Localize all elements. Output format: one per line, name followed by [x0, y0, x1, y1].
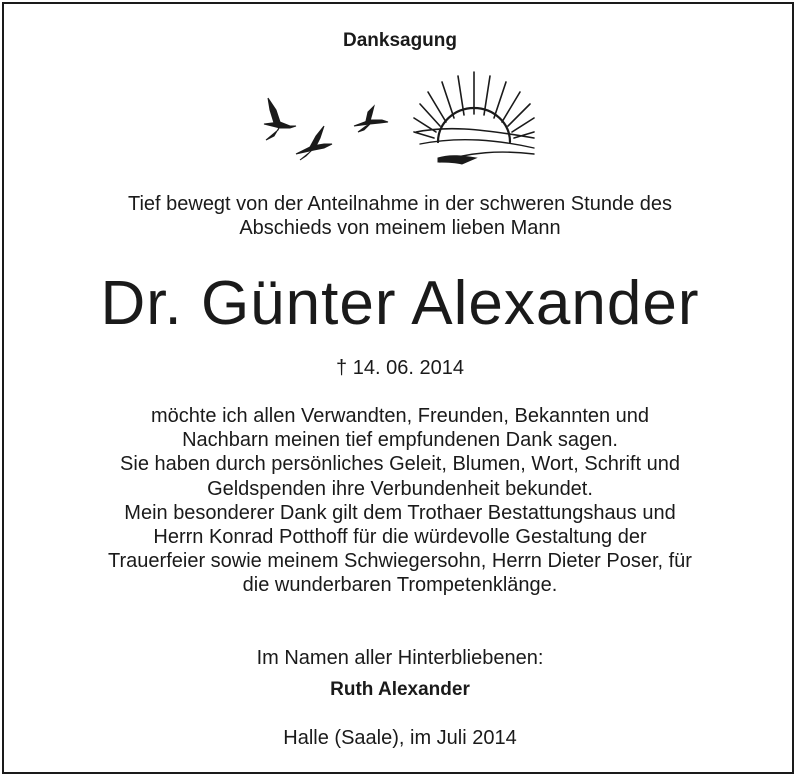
signer-name: Ruth Alexander	[330, 679, 470, 700]
body-line: Sie haben durch persönliches Geleit, Blumen, Wort, Schrift und	[120, 453, 680, 476]
notice-heading: Danksagung	[342, 30, 458, 51]
body-line: Geldspenden ihre Verbundenheit bekundet.	[207, 477, 593, 500]
body-line: möchte ich allen Verwandten, Freunden, Bekannten und	[150, 405, 650, 427]
deceased-name: Dr. Günter Alexander	[100, 269, 700, 338]
body-line: Herrn Konrad Potthoff für die würdevolle Gestaltung der	[153, 526, 647, 549]
flying-birds-icon	[264, 98, 388, 160]
birds-and-sun-illustration	[250, 66, 540, 170]
body-line: Trauerfeier sowie meinem Schwiegersohn, Herrn Dieter Poser, für	[108, 550, 692, 573]
death-date: † 14. 06. 2014	[336, 357, 464, 379]
intro-text	[0, 192, 800, 240]
body-line: Nachbarn meinen tief empfundenen Dank sagen.	[182, 429, 618, 452]
signature-intro: Im Namen aller Hinterbliebenen:	[256, 647, 544, 669]
intro-line: Tief bewegt von der Anteilnahme in der schweren Stunde des	[127, 193, 673, 215]
thanks-body-text	[0, 404, 800, 598]
body-line: die wunderbaren Trompetenklänge.	[242, 574, 558, 597]
body-line: Mein besonderer Dank gilt dem Trothaer Bestattungshaus und	[124, 501, 676, 524]
rising-sun-icon	[414, 72, 534, 164]
intro-line: Abschieds von meinem lieben Mann	[239, 217, 561, 239]
place-and-date: Halle (Saale), im Juli 2014	[283, 727, 517, 749]
